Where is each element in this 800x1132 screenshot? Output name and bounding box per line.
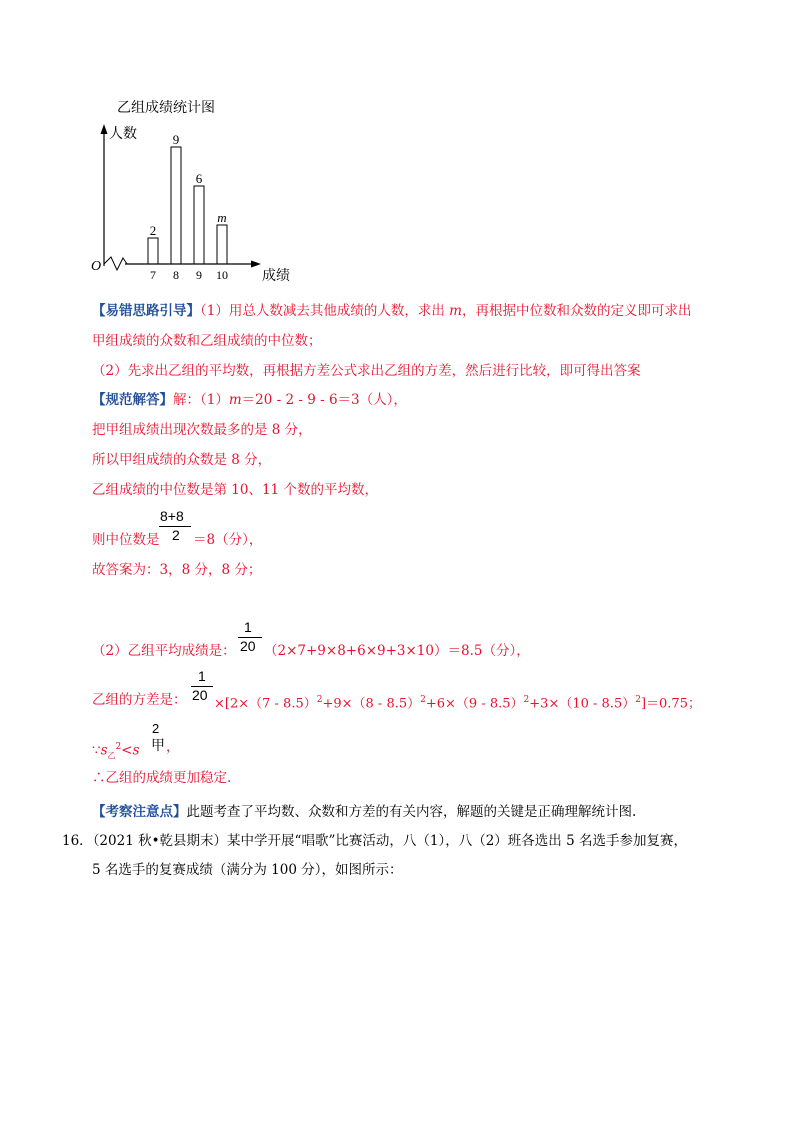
bar-7	[148, 238, 158, 264]
square-2: 2	[420, 695, 426, 705]
comparison-line	[92, 738, 140, 765]
median-prefix: 则中位数是	[92, 532, 160, 548]
guide-text-1b: ，再根据中位数和众数的定义即可求出	[461, 303, 692, 319]
variance-term-3: +6×（9 - 8.5）	[425, 696, 524, 712]
axis-break-icon	[104, 257, 127, 270]
x-axis-arrow-icon	[251, 261, 261, 268]
solution-line-6: 故答案为：3，8 分，8 分；	[92, 562, 262, 578]
variance-denominator: 20	[192, 687, 208, 703]
bar-9	[194, 186, 204, 264]
data-label-7: 2	[149, 223, 157, 238]
y-axis-label: 人数	[109, 127, 137, 142]
bar-10	[217, 225, 227, 264]
solution-line-2: 把甲组成绩出现次数最多的是 8 分，	[92, 422, 312, 438]
bar-8	[171, 147, 181, 264]
data-label-9: 6	[195, 171, 203, 186]
bar-chart	[85, 92, 325, 282]
solution-variable-m: m	[228, 392, 242, 408]
s-yi-symbol: s	[100, 742, 108, 759]
x-axis-label: 成绩	[262, 269, 290, 282]
mean-numerator: 1	[244, 619, 252, 635]
tick-label-10: 10	[216, 268, 228, 282]
solution-s1a: （1）	[200, 392, 229, 408]
variance-result: ]＝0.75；	[640, 696, 701, 712]
variance-term-1: ×[2×（7 - 8.5）	[214, 696, 317, 712]
variance-prefix: 乙组的方差是：	[92, 692, 187, 708]
square-1: 2	[316, 695, 323, 705]
variance-formula	[214, 691, 701, 713]
guide-line-1	[92, 302, 691, 320]
s-jia-square: 2	[152, 721, 160, 736]
s-yi-square: 2	[115, 742, 122, 752]
less-than-symbol: <	[121, 742, 133, 759]
solution-s1b: ＝20 - 2 - 9 - 6＝3（人），	[241, 392, 407, 408]
tick-label-7: 7	[150, 268, 156, 282]
s-jia-symbol: s	[132, 742, 140, 759]
median-denominator: 2	[172, 527, 180, 543]
mean-denominator: 20	[240, 638, 256, 654]
solution-line-4: 乙组成绩的中位数是第 10、11 个数的平均数，	[92, 482, 378, 498]
variance-term-4: +3×（10 - 8.5）	[529, 696, 636, 712]
variance-numerator: 1	[198, 668, 206, 684]
tick-label-9: 9	[196, 268, 202, 282]
question-16-line-2: 5 名选手的复赛成绩（满分为 100 分），如图所示：	[92, 862, 403, 878]
solution-line-1	[92, 391, 407, 409]
note-text: 此题考查了平均数、众数和方差的有关内容，解题的关键是正确理解统计图.	[186, 804, 637, 820]
data-label-8: 9	[172, 132, 180, 147]
note-line	[92, 803, 636, 821]
mean-prefix: （2）乙组平均成绩是：	[92, 643, 236, 659]
solution-jie: 解：	[173, 392, 200, 408]
comparison-end: ，	[166, 739, 180, 755]
square-3: 2	[523, 695, 530, 705]
median-numerator: 8+8	[160, 508, 184, 524]
guide-text-1a: （1）用总人数减去其他成绩的人数，求出	[200, 303, 450, 319]
chart-title: 乙组成绩统计图	[117, 101, 215, 116]
y-axis-arrow-icon	[101, 124, 108, 134]
question-number: 16．	[62, 833, 93, 849]
because-symbol: ∵	[92, 742, 101, 759]
solution-line-3: 所以甲组成绩的众数是 8 分，	[92, 452, 272, 468]
therefore-line: ∴乙组的成绩更加稳定.	[92, 770, 232, 786]
data-label-10: m	[217, 210, 227, 225]
guide-line-3: （2）先求出乙组的平均数，再根据方差公式求出乙组的方差，然后进行比较，即可得出答案	[92, 363, 641, 379]
median-result: ＝8（分），	[193, 532, 263, 548]
guide-tag: 【易错思路引导】	[92, 303, 200, 319]
mean-result: （2×7+9×8+6×9+3×10）＝8.5（分），	[264, 643, 530, 659]
question-16-text-1: （2021 秋•乾县期末）某中学开展“唱歌”比赛活动，八（1），八（2）班各选出 5 名选手参加复赛，	[92, 833, 687, 849]
note-tag: 【考察注意点】	[92, 804, 187, 820]
square-4: 2	[635, 695, 641, 705]
solution-tag: 【规范解答】	[92, 392, 173, 408]
s-jia-subscript: 甲	[151, 737, 165, 753]
tick-label-8: 8	[173, 268, 179, 282]
guide-variable-m: m	[449, 303, 462, 319]
s-yi-subscript: 乙	[107, 751, 116, 761]
guide-line-2: 甲组成绩的众数和乙组成绩的中位数；	[92, 333, 322, 349]
variance-term-2: +9×（8 - 8.5）	[322, 696, 421, 712]
origin-label: O	[91, 259, 102, 274]
question-16-line-1	[62, 832, 687, 850]
